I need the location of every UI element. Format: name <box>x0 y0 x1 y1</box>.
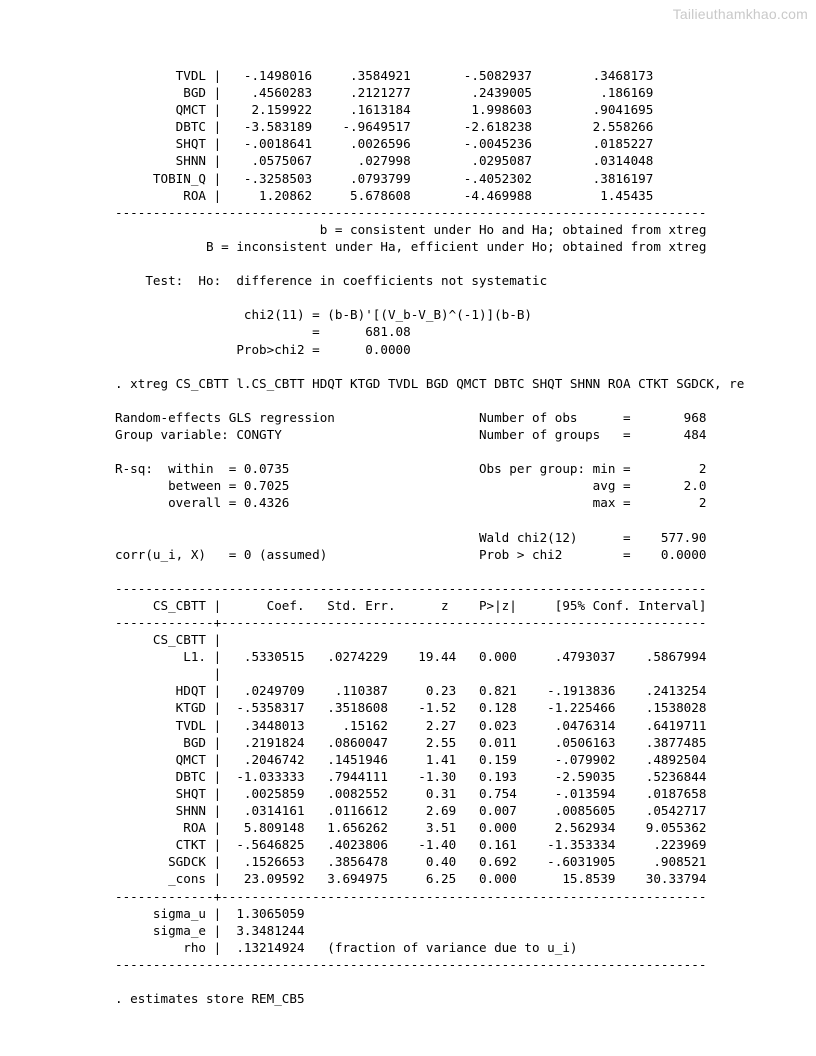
output-line: TOBIN_Q | -.3258503 .0793799 -.4052302 .3816197 <box>115 170 654 186</box>
output-line: B = inconsistent under Ha, efficient under Ho; obtained from xtreg <box>115 238 707 254</box>
output-line: rho | .13214924 (fraction of variance due to u_i) <box>115 939 578 955</box>
output-line: DBTC | -3.583189 -.9649517 -2.618238 2.558266 <box>115 119 654 135</box>
output-line: _cons | 23.09592 3.694975 6.25 0.000 15.8539 30.33794 <box>115 871 707 887</box>
output-line: CS_CBTT | Coef. Std. Err. z P>|z| [95% Conf. Interval] <box>115 597 707 613</box>
output-line: b = consistent under Ho and Ha; obtained from xtreg <box>115 221 707 237</box>
output-line: sigma_e | 3.3481244 <box>115 922 305 938</box>
output-line: Prob>chi2 = 0.0000 <box>115 341 411 357</box>
output-line: corr(u_i, X) = 0 (assumed) Prob > chi2 = 0.0000 <box>115 546 707 562</box>
blank-line <box>115 255 744 272</box>
output-line: TVDL | -.1498016 .3584921 -.5082937 .3468173 <box>115 68 654 83</box>
output-line: BGD | .4560283 .2121277 .2439005 .186169 <box>115 85 654 101</box>
blank-line <box>115 511 744 528</box>
stata-output <box>115 67 744 1007</box>
output-line: CTKT | -.5646825 .4023806 -1.40 0.161 -1.353334 .223969 <box>115 837 707 853</box>
output-line: Test: Ho: difference in coefficients not systematic <box>115 273 548 289</box>
output-line: = 681.08 <box>115 324 411 340</box>
blank-line <box>115 563 744 580</box>
blank-line <box>115 443 744 460</box>
output-line: SHQT | -.0018641 .0026596 -.0045236 .0185227 <box>115 136 654 152</box>
output-line: DBTC | -1.033333 .7944111 -1.30 0.193 -2.59035 .5236844 <box>115 768 707 784</box>
separator-line: -------------+---------------------------------------------------------------- <box>115 615 707 630</box>
output-line: TVDL | .3448013 .15162 2.27 0.023 .0476314 .6419711 <box>115 717 707 733</box>
output-line: QMCT | 2.159922 .1613184 1.998603 .9041695 <box>115 102 654 118</box>
output-line: L1. | .5330515 .0274229 19.44 0.000 .4793037 .5867994 <box>115 649 707 665</box>
blank-line <box>115 973 744 990</box>
command-line: . xtreg CS_CBTT l.CS_CBTT HDQT KTGD TVDL BGD QMCT DBTC SHQT SHNN ROA CTKT SGDCK, re <box>115 375 745 391</box>
output-line: QMCT | .2046742 .1451946 1.41 0.159 -.079902 .4892504 <box>115 751 707 767</box>
output-line: ROA | 5.809148 1.656262 3.51 0.000 2.562934 9.055362 <box>115 820 707 836</box>
output-line: SHNN | .0314161 .0116612 2.69 0.007 .0085605 .0542717 <box>115 803 707 819</box>
output-line: chi2(11) = (b-B)'[(V_b-V_B)^(-1)](b-B) <box>115 307 533 323</box>
output-line: SHNN | .0575067 .027998 .0295087 .0314048 <box>115 153 654 169</box>
command-line: . estimates store REM_CB5 <box>115 991 305 1007</box>
output-line: Group variable: CONGTY Number of groups = 484 <box>115 426 707 442</box>
output-line: between = 0.7025 avg = 2.0 <box>115 478 707 494</box>
blank-line <box>115 289 744 306</box>
output-line: R-sq: within = 0.0735 Obs per group: min = 2 <box>115 461 707 477</box>
output-line: KTGD | -.5358317 .3518608 -1.52 0.128 -1.225466 .1538028 <box>115 700 707 716</box>
output-line: SGDCK | .1526653 .3856478 0.40 0.692 -.6031905 .908521 <box>115 854 707 870</box>
separator-line: ------------------------------------------------------------------------------ <box>115 204 707 220</box>
separator-line: ------------------------------------------------------------------------------ <box>115 956 707 972</box>
separator-line: -------------+---------------------------------------------------------------- <box>115 888 707 904</box>
output-line: Random-effects GLS regression Number of obs = 968 <box>115 409 707 425</box>
watermark: Tailieuthamkhao.com <box>672 6 808 22</box>
output-line: overall = 0.4326 max = 2 <box>115 495 707 511</box>
blank-line <box>115 392 744 409</box>
separator-line: ------------------------------------------------------------------------------ <box>115 580 707 596</box>
output-line: sigma_u | 1.3065059 <box>115 905 305 921</box>
output-line: BGD | .2191824 .0860047 2.55 0.011 .0506163 .3877485 <box>115 734 707 750</box>
blank-line: | <box>115 666 222 682</box>
output-line: CS_CBTT | <box>115 632 222 648</box>
output-line: Wald chi2(12) = 577.90 <box>115 529 707 545</box>
output-line: SHQT | .0025859 .0082552 0.31 0.754 -.013594 .0187658 <box>115 785 707 801</box>
output-line: HDQT | .0249709 .110387 0.23 0.821 -.1913836 .2413254 <box>115 683 707 699</box>
blank-line <box>115 358 744 375</box>
output-line: ROA | 1.20862 5.678608 -4.469988 1.45435 <box>115 187 654 203</box>
